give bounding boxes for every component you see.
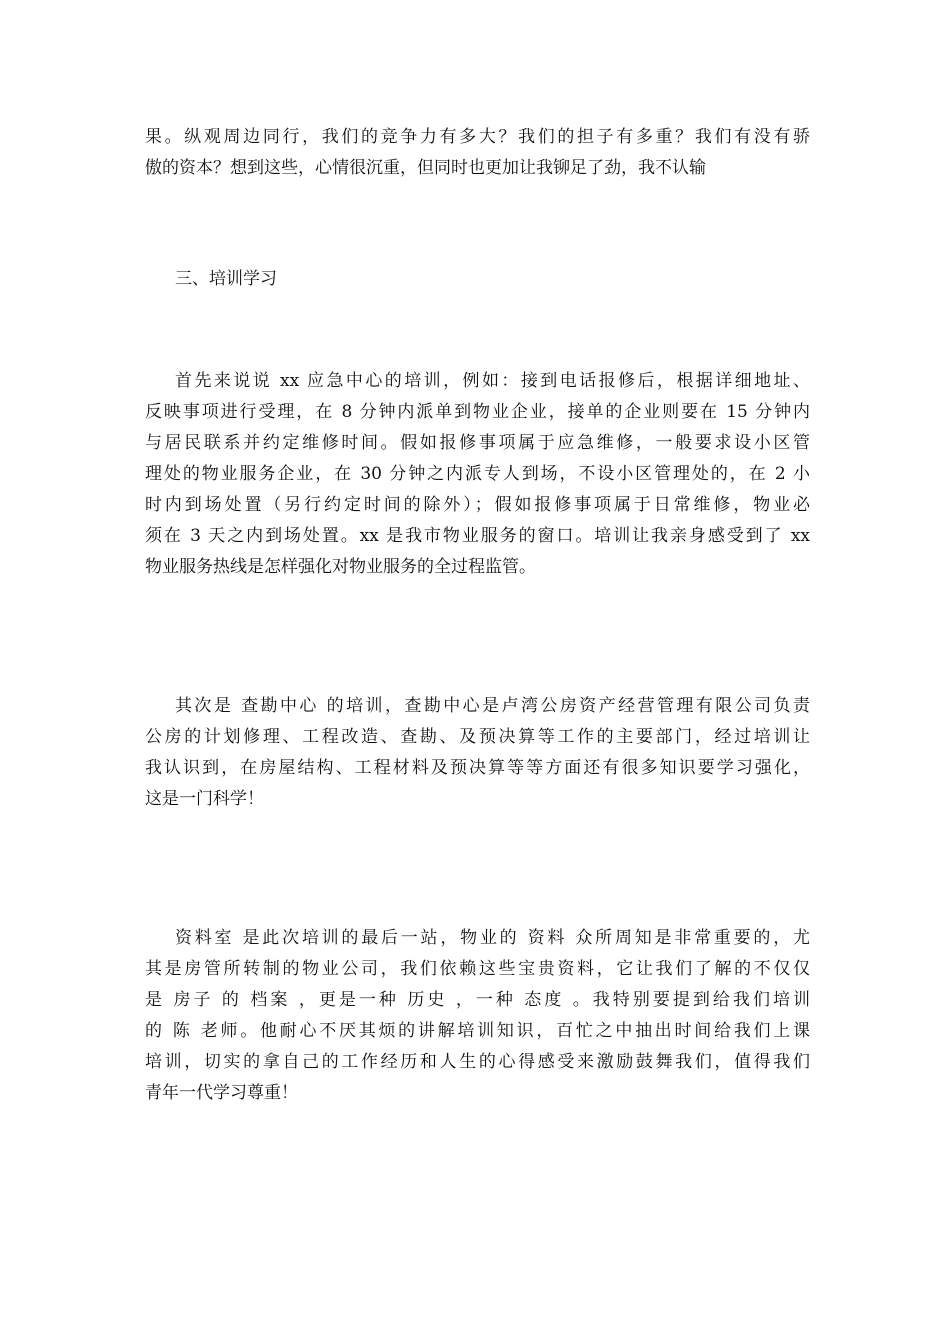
- text-line: 资料室 是此次培训的最后一站，物业的 资料 众所周知是非常重要的，尤: [175, 928, 810, 948]
- text-line: 傲的资本？想到这些，心情很沉重，但同时也更加让我铆足了劲，我不认输: [145, 158, 706, 178]
- text-line: 的 陈 老师。他耐心不厌其烦的讲解培训知识，百忙之中抽出时间给我们上课: [145, 1021, 810, 1041]
- text-line: 青年一代学习尊重！: [145, 1083, 298, 1103]
- text-line: 时内到场处置（另行约定时间的除外）；假如报修事项属于日常维修，物业必: [145, 495, 810, 515]
- paragraph-archive-room: [145, 923, 810, 1109]
- paragraph-competition: [145, 122, 810, 184]
- text-line: 是 房子 的 档案 ，更是一种 历史 ，一种 态度 。我特别要提到给我们培训: [145, 990, 810, 1010]
- text-line: 我认识到，在房屋结构、工程材料及预决算等等方面还有很多知识要学习强化，: [145, 758, 810, 778]
- text-line: 首先来说说 xx 应急中心的培训，例如：接到电话报修后，根据详细地址、: [175, 371, 810, 391]
- text-line: 公房的计划修理、工程改造、查勘、及预决算等工作的主要部门，经过培训让: [145, 727, 810, 747]
- text-line: 培训，切实的拿自己的工作经历和人生的心得感受来激励鼓舞我们，值得我们: [145, 1052, 810, 1072]
- section-heading: 三、培训学习: [175, 269, 277, 289]
- text-line: 其次是 查勘中心 的培训，查勘中心是卢湾公房资产经营管理有限公司负责: [175, 696, 810, 716]
- text-line: 与居民联系并约定维修时间。假如报修事项属于应急维修，一般要求设小区管: [145, 433, 810, 453]
- text-line: 反映事项进行受理，在 8 分钟内派单到物业企业，接单的企业则要在 15 分钟内: [145, 402, 810, 422]
- paragraph-survey-center: [145, 691, 810, 815]
- text-line: 其是房管所转制的物业公司，我们依赖这些宝贵资料，它让我们了解的不仅仅: [145, 959, 810, 979]
- text-line: 物业服务热线是怎样强化对物业服务的全过程监管。: [145, 557, 536, 577]
- paragraph-emergency-center: [145, 366, 810, 583]
- text-line: 理处的物业服务企业，在 30 分钟之内派专人到场，不设小区管理处的，在 2 小: [145, 464, 810, 484]
- text-line: 这是一门科学！: [145, 789, 264, 809]
- text-line: 果。纵观周边同行，我们的竞争力有多大？我们的担子有多重？我们有没有骄: [145, 127, 810, 147]
- text-line: 须在 3 天之内到场处置。xx 是我市物业服务的窗口。培训让我亲身感受到了 xx: [145, 526, 810, 546]
